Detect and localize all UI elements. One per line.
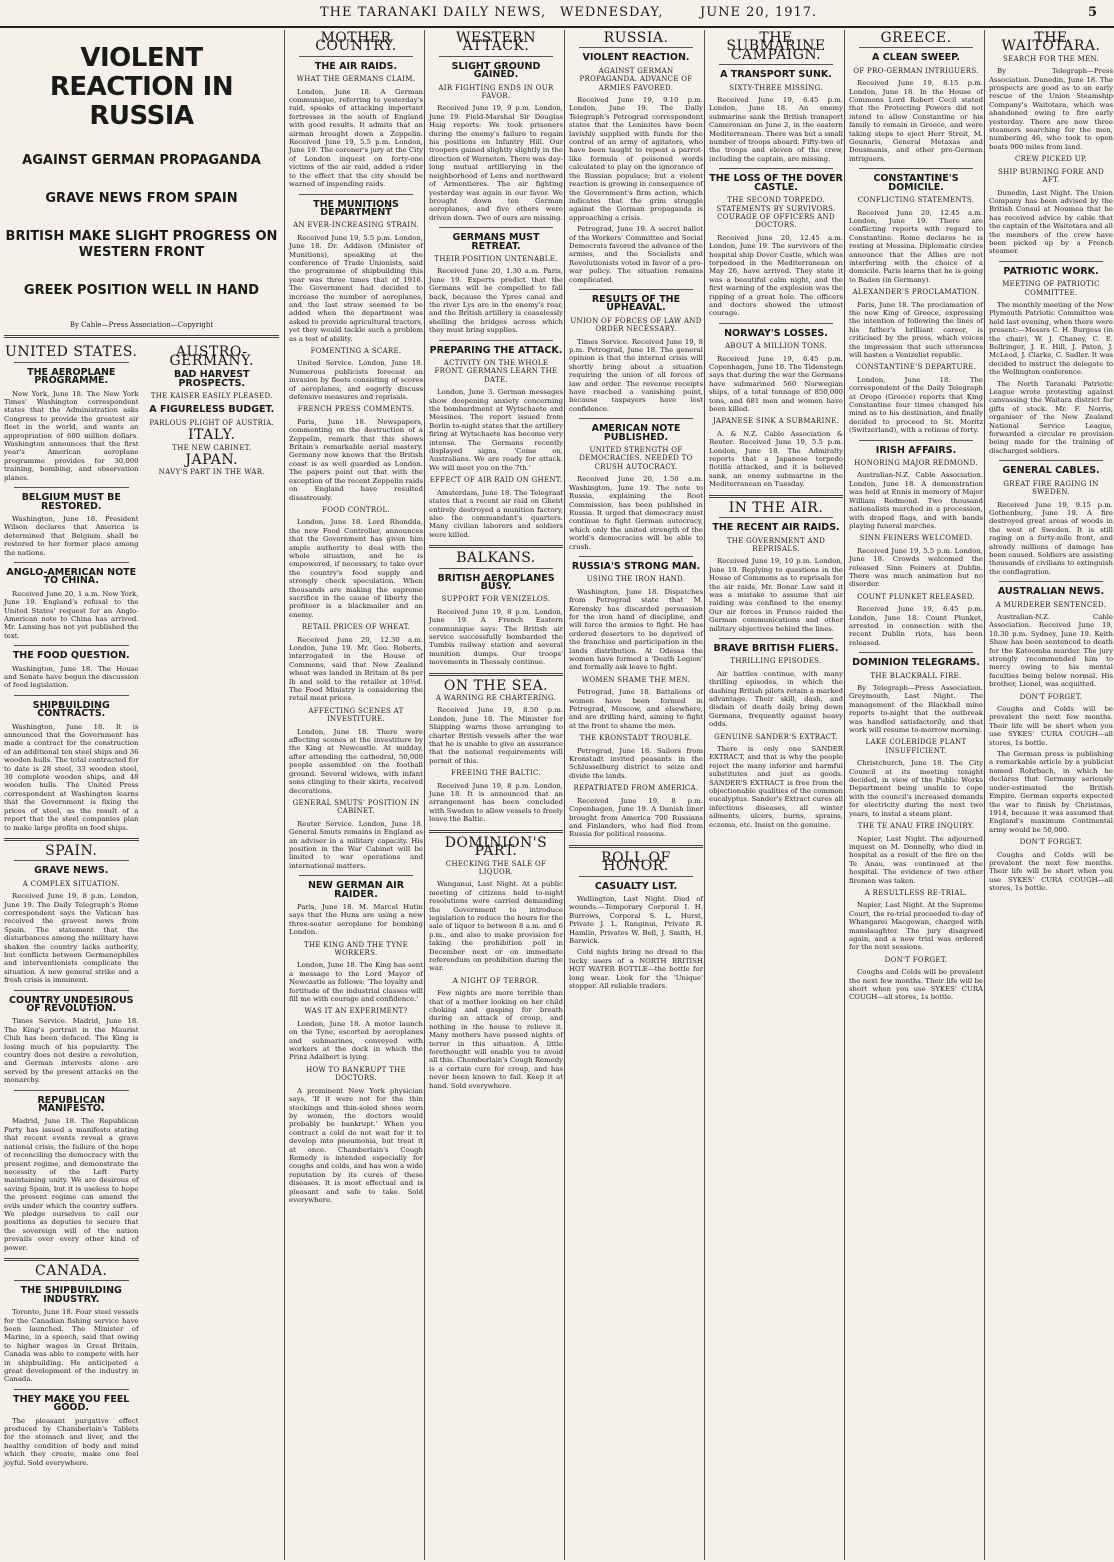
article-paragraph: Cold nights bring no dread to the lucky users of a NORTH BRITISH HOT WATER BOTTLE—the bottle for long wear. Look for the 'Unique' stopper. All reliable traders. bbox=[569, 948, 703, 990]
lead-deck-3: BRITISH MAKE SLIGHT PROGRESS ON WESTERN FRONT bbox=[5, 229, 278, 260]
article-headline: PATRIOTIC WORK. bbox=[1003, 265, 1099, 277]
column-2 bbox=[284, 30, 427, 1560]
article-paragraph: Received June 19, 6.45 p.m. Copenhagen, June 18. The Tidenstegn says that during the war the Germans have submarined 560 Norwegian ships, of a total tonnage of 850,000 tons, and 681 men and women have been killed. bbox=[709, 354, 843, 414]
subheading: JAPANESE SINK A SUBMARINE. bbox=[712, 417, 840, 426]
column-4 bbox=[564, 30, 707, 1560]
section-heading: CANADA. bbox=[35, 1262, 108, 1279]
section-heading: ON THE SEA. bbox=[443, 677, 549, 694]
article-paragraph: Received June 19, 8 p.m. London, June 19. The Daily Telegraph's Rome correspondent says the Vatican has received the gravest news from Spain. The statement that the disturbances among the military have shaken the country lacks authority, but conflicts between Germanophiles and interventionists complicate the situation. A new general strike and a fresh crisis is imminent. bbox=[4, 892, 139, 985]
article-paragraph: Received June 19, 9.15 p.m. Gothenburg, June 19. A fire destroyed great areas of woods in the west of Sweden. It is still raging on a forty-mile front, and already millions of damage has been caused. Soldiers are assisting thousands of civilians to extinguish the conflagration. bbox=[989, 500, 1113, 576]
subheading: SIXTY-THREE MISSING. bbox=[729, 83, 823, 92]
article-headline: GENERAL CABLES. bbox=[1002, 465, 1100, 477]
article-paragraph: Toronto, June 18. Four steel vessels for the Canadian fishing service have been launched. The Minister of Marine, in a speech, said that owing to higher wages in Great Britain, Canada was able to compete with her in shipbuilding. He anticipated a great development of the industry in Canada. bbox=[4, 1308, 139, 1384]
article-paragraph: Received June 19, 8.15 p.m. London, June 18. In the House of Commons Lord Robert Cecil stated that the Protecting Powers did not intend to allow Constantine or his family to remain in Greece, and were taking steps to eject Herr Streit, M. Gounaris, General Metaxas and Dousmanis, and other pro-German intriguers. bbox=[849, 79, 983, 163]
article-paragraph: Received June 19, 6.45 p.m. London, June 18. An enemy submarine sank the British transport Cameronian on June 2, in the eastern Mediterranean. There was but a small number of troops aboard. Fifty-two of the troops and eleven of the crew, including the captain, are missing. bbox=[709, 96, 843, 163]
article-paragraph: Washington, June 18. The House and Senate have begun the discussion of food legislation. bbox=[4, 664, 139, 690]
subheading: AFFECTING SCENES AT INVESTITURE. bbox=[308, 706, 404, 724]
article-paragraph: Received June 19, 8 p.m. Copenhagen, June 19. A Danish liner brought from America 700 Russians and Finlanders, who had fled from Russia for political reasons. bbox=[569, 796, 703, 839]
article-paragraph: Received June 20, 1.30 a.m. Paris, June 19. Experts predict that the Germans will be compelled to fall back, because the Ypres canal and the river Lys are in the enemy's rear, and the British artillery is ceaselessly shelling the bridges across which they must bring supplies. bbox=[429, 267, 563, 335]
article-paragraph: Received June 19, 9 p.m. London, June 19. Field-Marshal Sir Douglas Haig reports: We took prisoners during the enemy's failure to regain his positions on Infantry Hill. Our troopers gained slightly slightly in the direction of Warneton. There was day-long mutual artillerying in the neighborhood of Lens and northward of Armentieres. The air fighting yesterday was again in our favor. We brought down ten German aeroplanes, and five others were driven down. Two of ours are missing. bbox=[429, 104, 563, 222]
article-paragraph: Coughs and Colds will be prevalent the next few months. Their life will be short when you use SYKES' CURA COUGH—all stores, 1s bottle. bbox=[989, 705, 1113, 747]
article-headline: THE MUNITIONS DEPARTMENT bbox=[313, 198, 399, 218]
section-heading: UNITED STATES. bbox=[5, 344, 138, 361]
subheading: ALEXANDER'S PROCLAMATION. bbox=[852, 288, 980, 297]
article-headline: A TRANSPORT SUNK. bbox=[720, 69, 832, 81]
article-headline: CASUALTY LIST. bbox=[594, 880, 678, 892]
article-paragraph: By Telegraph—Press Association. Greymouth, Last Night. The management of the Blackball mine reports to-night that the outbreak was handled satisfactorily, and that work will resume to-morrow morning. bbox=[849, 684, 983, 735]
subheading: UNION OF FORCES OF LAW AND ORDER NECESSARY. bbox=[570, 316, 702, 334]
subheading: A NIGHT OF TERROR. bbox=[452, 976, 540, 985]
masthead-day: WEDNESDAY, bbox=[560, 5, 664, 20]
column-6 bbox=[844, 30, 987, 1560]
subheading: FOMENTING A SCARE. bbox=[310, 347, 402, 355]
article-paragraph: Received June 19, 10 p.m. London, June 19. Replying to questions in the House of Commons as to reprisals for the air raids, Mr. Bonar Law said it was a mistake to assume that air raiding was confined to the enemy. Our air forces in France raided the German communications and other military objectives behind the lines. bbox=[709, 557, 843, 633]
article-headline: BELGIUM MUST BE RESTORED. bbox=[21, 492, 121, 512]
article-headline: A CLEAN SWEEP. bbox=[872, 52, 960, 64]
section-japan: JAPAN. bbox=[185, 452, 239, 469]
article-paragraph: Australian-N.Z. Cable Association. London, June 18. A demonstration was held at Ennis in memory of Major William Redmond. Two thousand nationalists marched in a procession, with draped flags, and with bands playing funeral marches. bbox=[849, 471, 983, 530]
section-heading: ROLL OF HONOR. bbox=[601, 849, 671, 875]
subheading: AGAINST GERMAN PROPAGANDA. ADVANCE OF ARMIES FAVORED. bbox=[579, 66, 693, 92]
subheading: WHAT THE GERMANS CLAIM. bbox=[296, 75, 416, 84]
article-headline: THE FOOD QUESTION. bbox=[12, 650, 130, 662]
column-3 bbox=[424, 30, 567, 1560]
article-headline: THE AIR RAIDS. bbox=[314, 60, 398, 72]
subheading: CONFLICTING STATEMENTS. bbox=[857, 196, 975, 205]
article-headline: COUNTRY UNDESIROUS OF REVOLUTION. bbox=[8, 994, 134, 1014]
article-headline: RUSSIA'S STRONG MAN. bbox=[571, 560, 701, 572]
subheading: WOMEN SHAME THE MEN. bbox=[581, 675, 691, 684]
article-paragraph: Received June 19, 8 p.m. London, June 18. It is announced that an arrangement has been concluded with Sweden to allow vessels to freely leave the Baltic. bbox=[429, 781, 563, 824]
article-paragraph: Wellington, Last Night. Died of wounds.—Temporary Corporal I. H. Burrows, Corporal S. L. Hurst, Private J. L. Ranginui, Private R. Hamlin, Privates W. Bell, J. Smith, H. Barwick. bbox=[569, 894, 703, 945]
section-austro-germany: AUSTRO-GERMANY. bbox=[169, 344, 255, 369]
subheading: THEIR POSITION UNTENABLE. bbox=[434, 254, 558, 263]
subheading: REPATRIATED FROM AMERICA. bbox=[573, 784, 699, 793]
article-headline: VIOLENT REACTION. bbox=[582, 52, 690, 64]
article-headline: REPUBLICAN MANIFESTO. bbox=[37, 1094, 106, 1115]
article-headline: GERMANS MUST RETREAT. bbox=[452, 232, 540, 252]
subheading: LAKE COLERIDGE PLANT INSUFFICIENT. bbox=[865, 738, 967, 755]
article-paragraph: Received June 19, 5.5 p.m. London, June 18. Dr. Addison (Minister of Munitions), speaking at the conference of Trade Unionists, said the programme of shipbuilding this year was three times that of 1916. The Government had decided to increase the number of aeroplanes, and the last straw seemed to be added when the department was asked to provide agricultural tractors, yet they would tackle such a problem as a test of ability. bbox=[289, 233, 423, 343]
article-paragraph: Petrograd, June 19. A secret ballot of the Workers' Committee and Social Democrats favored the advance of the armies, and the Socialists and Revolutionists voted in favor of a pro-war policy. The situation remains complicated. bbox=[569, 225, 703, 284]
article-paragraph: A prominent New York physician says, 'If it were not for the thin stockings and thin-soled shoes worn by women, the doctors would probably be bankrupt.' When you contract a cold do not wait for it to develop into pneumonia, but treat it at once. Chamberlain's Cough Remedy is intended especially for coughs and colds, and has won a wide reputation by its cures of these diseases. It is most effectual and is pleasant and safe to take. Sold everywhere. bbox=[289, 1086, 423, 1204]
page-number: 5 bbox=[1088, 5, 1099, 20]
section-italy: ITALY. bbox=[187, 427, 236, 444]
article-paragraph: The pleasant purgative effect produced by Chamberlain's Tablets for the stomach and liver, and the healthy condition of body and mind which they create, make one feel joyful. Sold everywhere. bbox=[4, 1416, 139, 1467]
article-paragraph: Amsterdam, June 18. The Telegraaf states that a recent air raid on Ghent entirely destroyed a munition factory, also the commandant's quarters. Many civilian laborers and soldiers were killed. bbox=[429, 488, 563, 539]
article-paragraph: Received June 20, 12.45 a.m. London, June 19. There are conflicting reports with regard to Constantine. Rome declares he is resting at Messina. Diplomatic circles announce that the Allies are not interfering with the choice of a domicile. Paris learns that he is going to Baden (in Germany). bbox=[849, 208, 983, 284]
article-paragraph: Air battles continue, with many thrilling episodes, in which the dashing British pilots retain a marked advantage. Their skill, dash, and disdain of death daily bring down Germans, frequently against heavy odds. bbox=[709, 669, 843, 729]
article-paragraph: Paris, June 18. The proclamation of the new King of Greece, expressing the intention of following the lines of his father's brilliant career, is criticised by the press, which voices the impression that such utterances will hasten a Venizelist republic. bbox=[849, 300, 983, 359]
article-headline: GRAVE NEWS. bbox=[34, 865, 109, 877]
subheading: CHECKING THE SALE OF LIQUOR. bbox=[445, 859, 547, 876]
subheading: A WARNING RE CHARTERING. bbox=[435, 694, 557, 702]
article-headline: NORWAY'S LOSSES. bbox=[724, 327, 828, 339]
article-headline: THE LOSS OF THE DOVER CASTLE. bbox=[709, 173, 843, 193]
subheading: THE SECOND TORPEDO. STATEMENTS BY SURVIVORS. COURAGE OF OFFICERS AND DOCTORS. bbox=[716, 196, 836, 230]
article-paragraph: Received June 20, 12.30 a.m. London, June 19. Mr. Geo. Roberts, interrogated in the House of Commons, said that New Zealand wheat was landed in Britain at 8s per lb and sold to the retailer at 10½d. The Food Ministry is considering the retail meat prices. bbox=[289, 635, 423, 703]
article-paragraph: London, June 18. A German communique, referring to yesterday's raid, speaks of attacking important fortresses in the south of England with good results. It admits that an airman brought down a Zeppelin. Received June 19, 5.5 p.m. London, June 19. The coroner's jury at the City of London inquest on forty-one victims of the air raid, added a rider to the effect that the city should be warned of impending raids. bbox=[289, 87, 423, 189]
article-paragraph: Coughs and Colds will be prevalent the next few months. Their life will be short when you use SYKES' CURA COUGH—all stores, 1s bottle. bbox=[849, 968, 983, 1002]
article-paragraph: By Telegraph—Press Association. Dunedin, June 18. The prospects are good as to an early rescue of the Union Steamship Company's Waitotara, which was abandoned owing to fire early yesterday. There are now three steamers searching for the men, numbering 46, who took to open boats 900 miles from land. bbox=[989, 67, 1113, 151]
article-paragraph: The monthly meeting of the New Plymouth Patriotic Committee was held last evening, when there were present:—Messrs C. H. Burgess (in the chair), W. J. Chaney, C. E. Bellringer, J. E. Hill, J. Paton, J. McLeod, J. Clarke, C. Sadler. It was decided to instruct the delegate to the Wellington conference. bbox=[989, 300, 1113, 377]
subheading: DON'T FORGET. bbox=[1019, 838, 1083, 847]
section-heading: THE WAITOTARA. bbox=[1001, 30, 1101, 55]
article-headline: ANGLO-AMERICAN NOTE TO CHINA. bbox=[6, 566, 137, 587]
column-7 bbox=[984, 30, 1114, 1560]
subheading: SINN FEINERS WELCOMED. bbox=[859, 534, 973, 543]
section-heading: RUSSIA. bbox=[603, 30, 669, 46]
lead-deck-4: GREEK POSITION WELL IN HAND bbox=[23, 283, 260, 298]
austro-germany-section bbox=[145, 344, 280, 1470]
subheading: FREEING THE BALTIC. bbox=[451, 769, 541, 778]
subhead-new-cabinet: THE NEW CABINET. bbox=[172, 443, 252, 452]
article-paragraph: A. & N.Z. Cable Association & Reuter. Received June 19, 5.5 p.m. London, June 18. The Admiralty reports that a Japanese torpedo flotilla attacked, and it is believed sank, an enemy submarine in the Mediterranean on Tuesday. bbox=[709, 429, 843, 489]
article-paragraph: Received June 19, 5.5 p.m. London, June 18. Crowds welcomed the released Sinn Feiners at Dublin. There was much animation but no disorder. bbox=[849, 546, 983, 589]
article-paragraph: Petrograd, June 18. Battalions of women have been formed in Petrograd, Moscow, and elsewhere, and are drilling hard, aiming to fight at the front to shame the men. bbox=[569, 688, 703, 730]
article-headline: BRAVE BRITISH FLIERS. bbox=[713, 642, 839, 654]
subheading: THE KRONSTADT TROUBLE. bbox=[579, 734, 693, 743]
article-paragraph: The North Taranaki Patriotic League wrote protesting against canvassing the Waitara district for gifts of stock. Mr. F. Norris, organiser of the New Zealand National Service League, forwarded a circular re provision being made for the training of discharged soldiers. bbox=[989, 379, 1113, 455]
article-paragraph: Washington, June 18. It is announced that the Government has made a contract for the construction of an additional ten steel ships and 36 wooden hulls. The total contracted for to date is 28 steel, 33 wooden steel, 30 complete wooden ships, and 48 wooden hulls. The United Press correspondent at Washington learns that the Government is fixing the prices of steel, as the result of a report that the steel companies plan to make large profits on food ships. bbox=[4, 722, 139, 832]
subhead-kaiser: THE KAISER EASILY PLEASED. bbox=[150, 392, 273, 401]
article-paragraph: London, June 3. German messages show deepening anxiety concerning the bombardment at Wytschaete and Messines. The report issued from Berlin to-night states that the artillery firing at Wytschaete has become very intense. The Germans recently displayed signs, 'Come on, Australians. We are ready for attack. We will meet you on the 7th.' bbox=[429, 388, 563, 472]
article-paragraph: United Service. London, June 18. Numerous publicists forecast an invasion by fleets consisting of scores of aeroplanes, and eagerly discuss defensive measures and reprisals. bbox=[289, 359, 423, 402]
subheading: AN EVER-INCREASING STRAIN. bbox=[293, 221, 419, 230]
subheading: GENUINE SANDER'S EXTRACT. bbox=[714, 732, 838, 741]
article-paragraph: Washington, June 18. Dispatches from Petrograd state that M. Kerensky has discarded persuasion for the iron hand of discipline, and will force the armies to fight. He has ordered deserters to be deprived of the franchise and participation in the lands distribution. At Odessa the women have formed a 'Death Legion' and formally ask leave to fight. bbox=[569, 587, 703, 672]
lead-deck-2: GRAVE NEWS FROM SPAIN bbox=[45, 191, 238, 206]
article-paragraph: London, June 18. There were affecting scenes at the investiture by the King at Newcastle. At midday, after attending the cathedral, 50,000 people assembled on the football ground. Several widows, with infant sons clinging to their skirts, received decorations. bbox=[289, 727, 423, 795]
article-headline: SLIGHT GROUND GAINED. bbox=[451, 60, 541, 81]
article-headline: RESULTS OF THE UPHEAVAL. bbox=[591, 293, 681, 314]
subheading: ACTIVITY ON THE WHOLE FRONT. GERMANS LEARN THE DATE. bbox=[434, 359, 558, 384]
subheading: A RESULTLESS RE-TRIAL. bbox=[864, 888, 968, 897]
article-headline: BRITISH AEROPLANES BUSY. bbox=[437, 572, 555, 592]
article-paragraph: Received June 19, 9.10 p.m. London, June 19. The Daily Telegraph's Petrograd correspondent states that the Leninites have been lavishly supplied with funds for the control of an army of agitators, who have been taught to repeat a parrot-like formula of poisoned words calculated to play on the ignorance of the Russian populace; but a violent reaction is growing in consequence of the Government's firm action, which indicates that the grim struggle against the German propaganda is approaching a crisis. bbox=[569, 96, 703, 222]
subheading: CONSTANTINE'S DEPARTURE. bbox=[855, 363, 977, 372]
subheading: SHIP BURNING FORE AND AFT. bbox=[997, 167, 1105, 185]
subhead-navy: NAVY'S PART IN THE WAR. bbox=[158, 468, 265, 477]
section-heading: IN THE AIR. bbox=[728, 499, 824, 516]
section-heading: BALKANS. bbox=[456, 550, 536, 567]
subheading: THE KING AND THE TYNE WORKERS. bbox=[304, 940, 408, 957]
subheading: DON'T FORGET. bbox=[884, 955, 948, 964]
subheading: FRENCH PRESS COMMENTS. bbox=[297, 405, 415, 414]
article-headline: THEY MAKE YOU FEEL GOOD. bbox=[13, 1393, 130, 1414]
article-paragraph: Coughs and Colds will be prevalent the next few months. Their life will be short when you use SYKES' CURA COUGH—all stores, 1s bottle. bbox=[989, 850, 1113, 893]
subheading: FOOD CONTROL. bbox=[322, 505, 390, 514]
subheading: CREW PICKED UP. bbox=[1014, 155, 1088, 164]
section-heading: GREECE. bbox=[880, 30, 952, 46]
subheading: USING THE IRON HAND. bbox=[586, 575, 686, 584]
article-headline: NEW GERMAN AIR RAIDER. bbox=[307, 880, 405, 900]
headline-bad-harvest: BAD HARVEST PROSPECTS. bbox=[173, 369, 250, 389]
article-paragraph: Petrograd, June 18. Sailors from Kronstadt invited peasants in the Schlusselburg district to seize and divide the lands. bbox=[569, 746, 703, 780]
article-paragraph: Paris, June 18. Newspapers, commenting on the destruction of a Zeppelin, remark that this shows Britain's remarkable aerial mastery. Germany now knows that the British coast is as well guarded as London. The papers point out that with the exception of the recent Zeppelin raids on England have resulted disastrously. bbox=[289, 417, 423, 502]
subhead-parlous-plight: PARLOUS PLIGHT OF AUSTRIA. bbox=[149, 418, 275, 427]
article-paragraph: Paris, June 18. M. Marcel Hutin says that the Huns are using a new three-seater aeroplane for bombing London. bbox=[289, 902, 423, 937]
article-paragraph: The German press is publishing a remarkable article by a publicist named Rohrbach, in which he declares that Germany seriously under-estimated the British Empire. German experts expected the war to finish by Christmas, 1914, because it was assumed that England's maximum Continental army would be 50,000. bbox=[989, 750, 1113, 834]
article-paragraph: Wanganui, Last Night. At a public meeting of citizens held to-night resolutions were carried demanding the Government to introduce legislation to reduce the hours for the sale of liquor to between 8 a.m. and 6 p.m., and also to make provision for taking the prohibition poll in December next or on immediate referendum on prohibition during the war. bbox=[429, 880, 563, 973]
paper-name: THE TARANAKI DAILY NEWS, bbox=[320, 5, 547, 20]
article-paragraph: Times Service. Received June 19, 8 p.m. Petrograd, June 18. The general opinion is that the internal crisis will shortly bring about a situation requiring the union of all forces of law and order. The revenue receipts have reached a vanishing point, because taxpayers have lost confidence. bbox=[569, 337, 703, 413]
subheading: DON'T FORGET. bbox=[1019, 692, 1083, 701]
masthead-date: JUNE 20, 1917. bbox=[700, 5, 818, 20]
article-paragraph: London, June 18. The King has sent a message to the Lord Mayor of Newcastle as follows: 'The loyalty and fortitude of the industrial classes will fill me with courage and confidence.' bbox=[289, 961, 423, 1004]
article-paragraph: Napier, Last Night. At the Supreme Court, the re-trial proceeded to-day of Whangarei Macgowan, charged with manslaughter. The jury disagreed again, and a new trial was ordered for the next sessions. bbox=[849, 901, 983, 952]
article-headline: AUSTRALIAN NEWS. bbox=[997, 586, 1105, 598]
section-heading: SPAIN. bbox=[45, 842, 98, 859]
subheading: A COMPLEX SITUATION. bbox=[22, 879, 120, 888]
article-paragraph: Received June 20, 12.45 a.m. London, June 19. The survivors of the hospital ship Dover Castle, which was torpedoed in the Mediterranean on May 26, have arrived. They state it was a beautiful calm night, and the first warning of the explosion was the ripping of a great hole. The officers and doctors showed the utmost courage. bbox=[709, 233, 843, 318]
article-paragraph: London, June 18. The correspondent of the Daily Telegraph at Oropo (Greece) reports that King Constantine four times changed his mind as to his destination, and finally decided to proceed to St. Moritz (Switzerland), with a retinue of forty. bbox=[849, 375, 983, 435]
subheading: OF PRO-GERMAN INTRIGUERS. bbox=[853, 66, 979, 75]
article-paragraph: London, June 18. A motor launch on the Tyne, escorted by aeroplanes and submarines, conveyed with workers at the dock in which the Prinz Adalbert is lying. bbox=[289, 1019, 423, 1062]
subheading: AIR FIGHTING ENDS IN OUR FAVOR. bbox=[438, 83, 554, 101]
section-heading: DOMINION'S PART. bbox=[444, 834, 548, 860]
section-heading: THE SUBMARINE CAMPAIGN. bbox=[726, 30, 826, 63]
article-paragraph: Madrid, June 18. The Republican Party has issued a manifesto stating that recent events reveal a grave national crisis, the failure of the hope of reconciling the democracy with the present regime, and demonstrate the necessity of the Left Party maintaining unity. We are desirous of saving Spain, but it is useless to hope the present regime can amend the evils under which the country suffers. We pledge ourselves to call our positions as deputies to secure that the sovereign will of the nation prevails over every other kind of power. bbox=[4, 1117, 139, 1252]
subheading: SEARCH FOR THE MEN. bbox=[1003, 54, 1099, 63]
article-paragraph: Received June 19, 6.45 p.m. London, June 18. Count Plunket, arrested in connection with the recent Dublin riots, has been released. bbox=[849, 605, 983, 647]
subheading: EFFECT OF AIR RAID ON GHENT. bbox=[429, 476, 563, 485]
article-paragraph: Received June 20, 1 a.m. New York, June 19. England's refusal to the United States' request for an Anglo-American note to China has arrived. Mr. Lansing has not yet published the text. bbox=[4, 589, 139, 640]
article-paragraph: New York, June 18. The New York Times' Washington correspondent states that the Administration asks Congress to provide the greatest air fleet in the world, and wants an appropriation of 600 million dollars. Washington announces that the first year's American aeroplane programme provides for 30,000 training, bombing, and observation planes. bbox=[4, 389, 139, 482]
subheading: THE BLACKBALL FIRE. bbox=[870, 671, 962, 680]
article-headline: SHIPBUILDING CONTRACTS. bbox=[32, 699, 110, 720]
subheading: A MURDERER SENTENCED. bbox=[995, 600, 1107, 609]
subheading: GENERAL SMUTS' POSITION IN CABINET. bbox=[292, 798, 420, 816]
article-headline: IRISH AFFAIRS. bbox=[875, 444, 957, 456]
subheading: UNITED STRENGTH OF DEMOCRACIES. NEEDED TO CRUSH AUTOCRACY. bbox=[579, 446, 693, 471]
section-heading: MOTHER COUNTRY. bbox=[315, 30, 397, 55]
subheading: THE TE ANAU FIRE INQUIRY. bbox=[857, 822, 975, 831]
subheading: HOW TO BANKRUPT THE DOCTORS. bbox=[306, 1065, 406, 1083]
article-headline: THE AEROPLANE PROGRAMME. bbox=[27, 366, 116, 387]
section-heading: WESTERN ATTACK. bbox=[455, 30, 537, 55]
subheading: HONORING MAJOR REDMOND. bbox=[854, 459, 978, 468]
article-headline: THE RECENT AIR RAIDS. bbox=[712, 522, 840, 534]
article-headline: AMERICAN NOTE PUBLISHED. bbox=[591, 423, 681, 443]
subheading: MEETING OF PATRIOTIC COMMITTEE. bbox=[1002, 280, 1100, 297]
article-paragraph: Received June 19, 8 p.m. London, June 19. A French Eastern communique says: The British air service successfully bombarded the Tumbis railway station and several munition dumps. Our troops' movements in Thessaly continue. bbox=[429, 607, 563, 667]
column-1-body bbox=[4, 344, 139, 1470]
subheading: COUNT PLUNKET RELEASED. bbox=[857, 592, 975, 601]
article-headline: PREPARING THE ATTACK. bbox=[429, 344, 563, 356]
byline: By Cable—Press Association—Copyright bbox=[69, 321, 214, 329]
article-headline: DOMINION TELEGRAMS. bbox=[852, 657, 980, 669]
lead-deck-1: AGAINST GERMAN PROPAGANDA bbox=[22, 153, 261, 168]
headline-figureless-budget: A FIGURELESS BUDGET. bbox=[149, 404, 275, 416]
article-paragraph: Christchurch, June 18. The City Council at its meeting tonight decided, in view of the Public Works Department being unable to cope with the council's increased demands for electricity during the next two years, to instal a steam plant. bbox=[849, 759, 983, 818]
article-paragraph: Napier, Last Night. The adjourned inquest on M. Donnelly, who died in hospital as a result of the fire on the Te Anau, was continued at the hospital. The evidence of two other firemen was taken. bbox=[849, 834, 983, 885]
article-paragraph: London, June 18. Lord Rhondda, the new Food Controller, announces that the Government has given him ample authority to deal with the whole situation, and he is empowered, if necessary, to take over the country's food supply and strongly check speculation. When thousands are making the supreme sacrifice in the cause of liberty the profiteer is a blackmailer and an enemy. bbox=[289, 518, 423, 619]
article-paragraph: There is only one SANDER EXTRACT, and that is why the people reject the many inferior and harmful substitutes and just as goods. SANDER'S EXTRACT is free from the objectionable qualities of the common eucalyptus. Sander's Extract cures all infectious diseases, all winter ailments, ulcers, burns, sprains, eczema, etc. Insist on the genuine. bbox=[709, 745, 843, 829]
article-paragraph: Dunedin, Last Night. The Union Company has been advised by the British Consul at Noumea that he has received advice by cable that the captain of the Waitotara and all the members of the crew have been picked up by a French steamer. bbox=[989, 188, 1113, 256]
subheading: THE GOVERNMENT AND REPRISALS. bbox=[726, 536, 826, 553]
article-paragraph: Few nights are more terrible than that of a mother looking on her child choking and gasping for breath during an attack of croup, and nothing in the house to relieve it. Many mothers have passed nights of terror in this situation. A little forethought will enable you to avoid all this. Chamberlain's Cough Remedy is a certain cure for croup, and has never been known to fail. Keep it at hand. Sold everywhere. bbox=[429, 989, 563, 1090]
masthead bbox=[0, 0, 1114, 28]
subheading: ABOUT A MILLION TONS. bbox=[725, 342, 827, 351]
newspaper-columns bbox=[0, 30, 1114, 1560]
subheading: SUPPORT FOR VENIZELOS. bbox=[441, 595, 551, 604]
subheading: WAS IT AN EXPERIMENT? bbox=[304, 1007, 408, 1016]
article-paragraph: Received June 19, 8.50 p.m. London, June 18. The Minister for Shipping warns those arranging to charter British vessels after the war that he is unable to give an assurance that the national requirements will permit of this. bbox=[429, 706, 563, 765]
article-paragraph: Received June 20, 1.50 a.m. Washington, June 19. The note to Russia, explaining the Root Commission, has been published in Russia. It urged that democracy must continue to fight German autocracy, which only the united strength of the world's democracies will be able to crush. bbox=[569, 475, 703, 551]
article-paragraph: Reuter Service. London, June 18. General Smuts remains in England as an adviser in a military capacity. His position in the War Cabinet will be limited to war operations and international matters. bbox=[289, 819, 423, 870]
subheading: GREAT FIRE RAGING IN SWEDEN. bbox=[1003, 479, 1099, 497]
article-paragraph: Australian-N.Z. Cable Association. Received June 19, 10.30 p.m. Sydney, June 19. Keith Shaw has been sentenced to death for the Katoomba murder. The jury strongly recommended him to mercy owing to his mental faculties being below normal. His brother, Lionel, was acquitted. bbox=[989, 612, 1113, 689]
subheading: THRILLING EPISODES. bbox=[730, 657, 822, 666]
subheading: RETAIL PRICES OF WHEAT. bbox=[301, 623, 411, 632]
article-headline: THE SHIPBUILDING INDUSTRY. bbox=[20, 1285, 122, 1305]
article-paragraph: Washington, June 18. President Wilson declares that America is determined that Belgium shall be restored to her former place among the nations. bbox=[4, 514, 139, 557]
column-1 bbox=[0, 30, 283, 1560]
lead-headline: VIOLENT REACTION IN RUSSIA bbox=[49, 43, 234, 131]
article-headline: CONSTANTINE'S DOMICILE. bbox=[873, 173, 959, 193]
article-paragraph: Times Service. Madrid, June 18. The King's portrait in the Maurist Club has been defaced. The King is losing much of his popularity. The country does not desire a revolution, and German interests alone are served by the present attacks on the monarchy. bbox=[4, 1017, 139, 1085]
column-5 bbox=[704, 30, 847, 1560]
